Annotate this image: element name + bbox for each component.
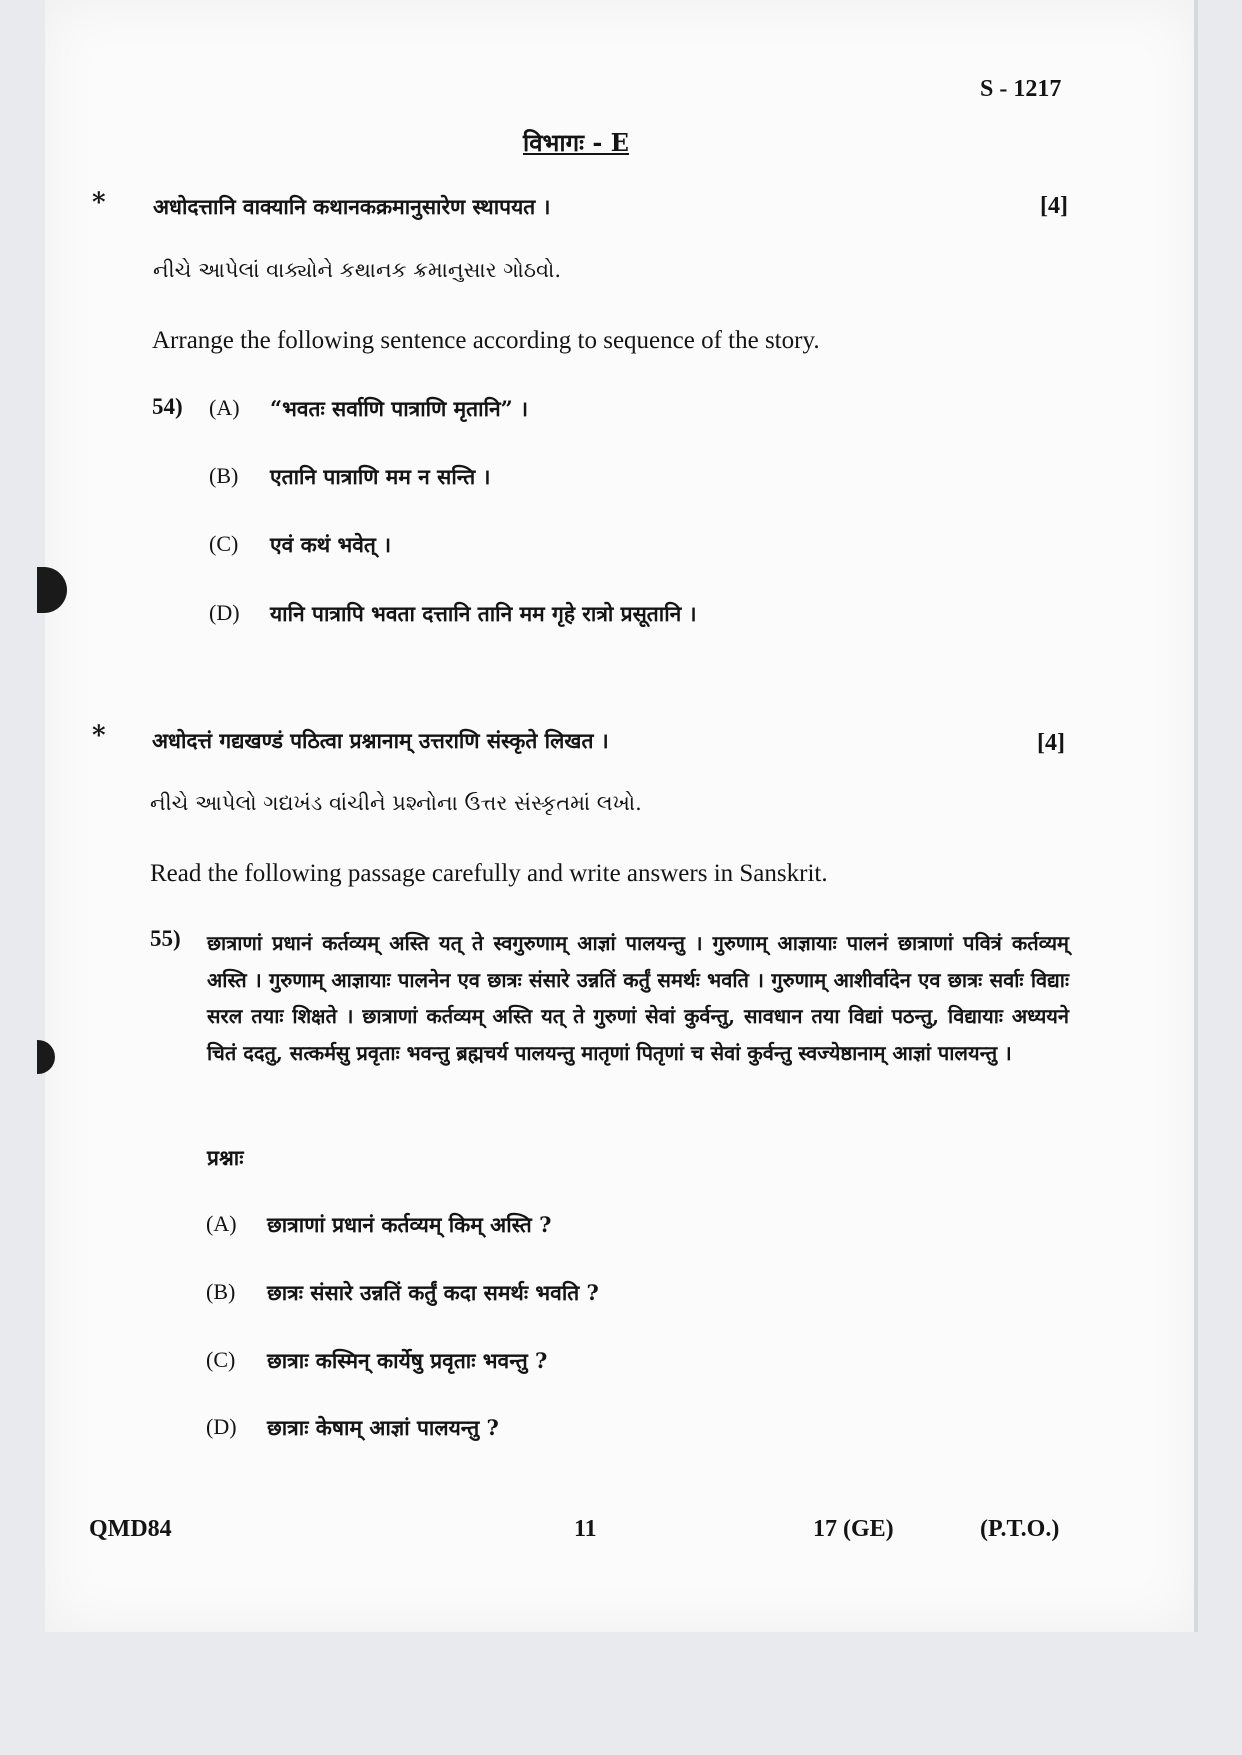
questions-label: प्रश्नाः <box>207 1145 244 1170</box>
punch-hole <box>37 567 67 613</box>
question-label: (C) <box>206 1347 236 1372</box>
question-text: छात्रः संसारे उन्नतिं कर्तुं कदा समर्थः भवति ? <box>267 1280 599 1305</box>
question-text: छात्राः केषाम् आज्ञां पालयन्तु ? <box>267 1415 499 1440</box>
option-label: (B) <box>209 463 239 488</box>
page-number: 11 <box>574 1516 597 1542</box>
option-text: यानि पात्रापि भवता दत्तानि तानि मम गृहे रात्रो प्रसूतानि । <box>270 601 697 626</box>
question-number: 55) <box>150 926 181 951</box>
option-label: (A) <box>209 395 240 420</box>
option-text: एतानि पात्राणि मम न सन्ति । <box>270 464 491 489</box>
question-label: (A) <box>206 1211 237 1236</box>
question-text: छात्राणां प्रधानं कर्तव्यम् किम् अस्ति ? <box>267 1212 552 1237</box>
passage: छात्राणां प्रधानं कर्तव्यम् अस्ति यत् ते स्वगुरुणाम् आज्ञां पालयन्तु । गुरुणाम् आज्ञायाः पालनं छात्राणां पवित्रं कर्तव्यम् अस्ति । गुरुणाम् आज्ञायाः पालनेन एव छात्रः संसारे उन्नतिं कर्तुं समर्थः भवति । गुरुणाम् आशीर्वादेन एव छात्रः सर्वाः विद्याः सरल तयाः शिक्षते । छात्राणां कर्तव्यम् अस्ति यत् ते गुरुणां सेवां कुर्वन्तु, सावधान तया विद्यां पठन्तु, विद्यायाः अध्ययने चितं ददतु, सत्कर्मसु प्रवृताः भवन्तु ब्रह्मचर्य पालयन्तु मातृणां पितृणां च सेवां कुर्वन्तु स्वज्येष्ठानाम् आज्ञां पालयन्तु । <box>207 931 1069 1065</box>
paper-code: S - 1217 <box>980 76 1062 102</box>
page-edge <box>1194 0 1198 1632</box>
instruction-gujarati: નીચે આપેલાં વાક્યોને કથાનક ક્રમાનુસાર ગોઠવો. <box>153 258 562 282</box>
option-label: (C) <box>209 531 239 556</box>
punch-hole <box>37 1040 55 1074</box>
footer-subject-code: 17 (GE) <box>813 1516 894 1542</box>
instruction-gujarati: નીચે આપેલો ગદ્યખંડ વાંચીને પ્રશ્નોના ઉત્તર સંસ્કૃતમાં લખો. <box>150 791 642 815</box>
star-marker: * <box>92 188 106 218</box>
option-text: “भवतः सर्वाणि पात्राणि मृतानि” । <box>270 396 529 421</box>
footer-code: QMD84 <box>89 1516 172 1542</box>
question-label: (D) <box>206 1414 237 1439</box>
marks: [4] <box>1037 730 1065 756</box>
instruction-english: Arrange the following sentence according to sequence of the story. <box>152 327 820 354</box>
instruction-english: Read the following passage carefully and write answers in Sanskrit. <box>150 860 828 887</box>
question-number: 54) <box>152 394 183 419</box>
question-text: छात्राः कस्मिन् कार्येषु प्रवृताः भवन्तु ? <box>267 1348 548 1373</box>
instruction-sanskrit: अधोदत्तानि वाक्यानि कथानकक्रमानुसारेण स्थापयत । <box>153 194 551 219</box>
scanned-page <box>45 0 1198 1632</box>
pto-label: (P.T.O.) <box>980 1516 1060 1542</box>
star-marker: * <box>92 721 106 751</box>
option-label: (D) <box>209 600 240 625</box>
option-text: एवं कथं भवेत् । <box>270 532 392 557</box>
section-title: विभागः - E <box>523 128 629 157</box>
instruction-sanskrit: अधोदत्तं गद्यखण्डं पठित्वा प्रश्नानाम् उत्तराणि संस्कृते लिखत । <box>152 728 609 753</box>
question-label: (B) <box>206 1279 236 1304</box>
marks: [4] <box>1040 193 1068 219</box>
